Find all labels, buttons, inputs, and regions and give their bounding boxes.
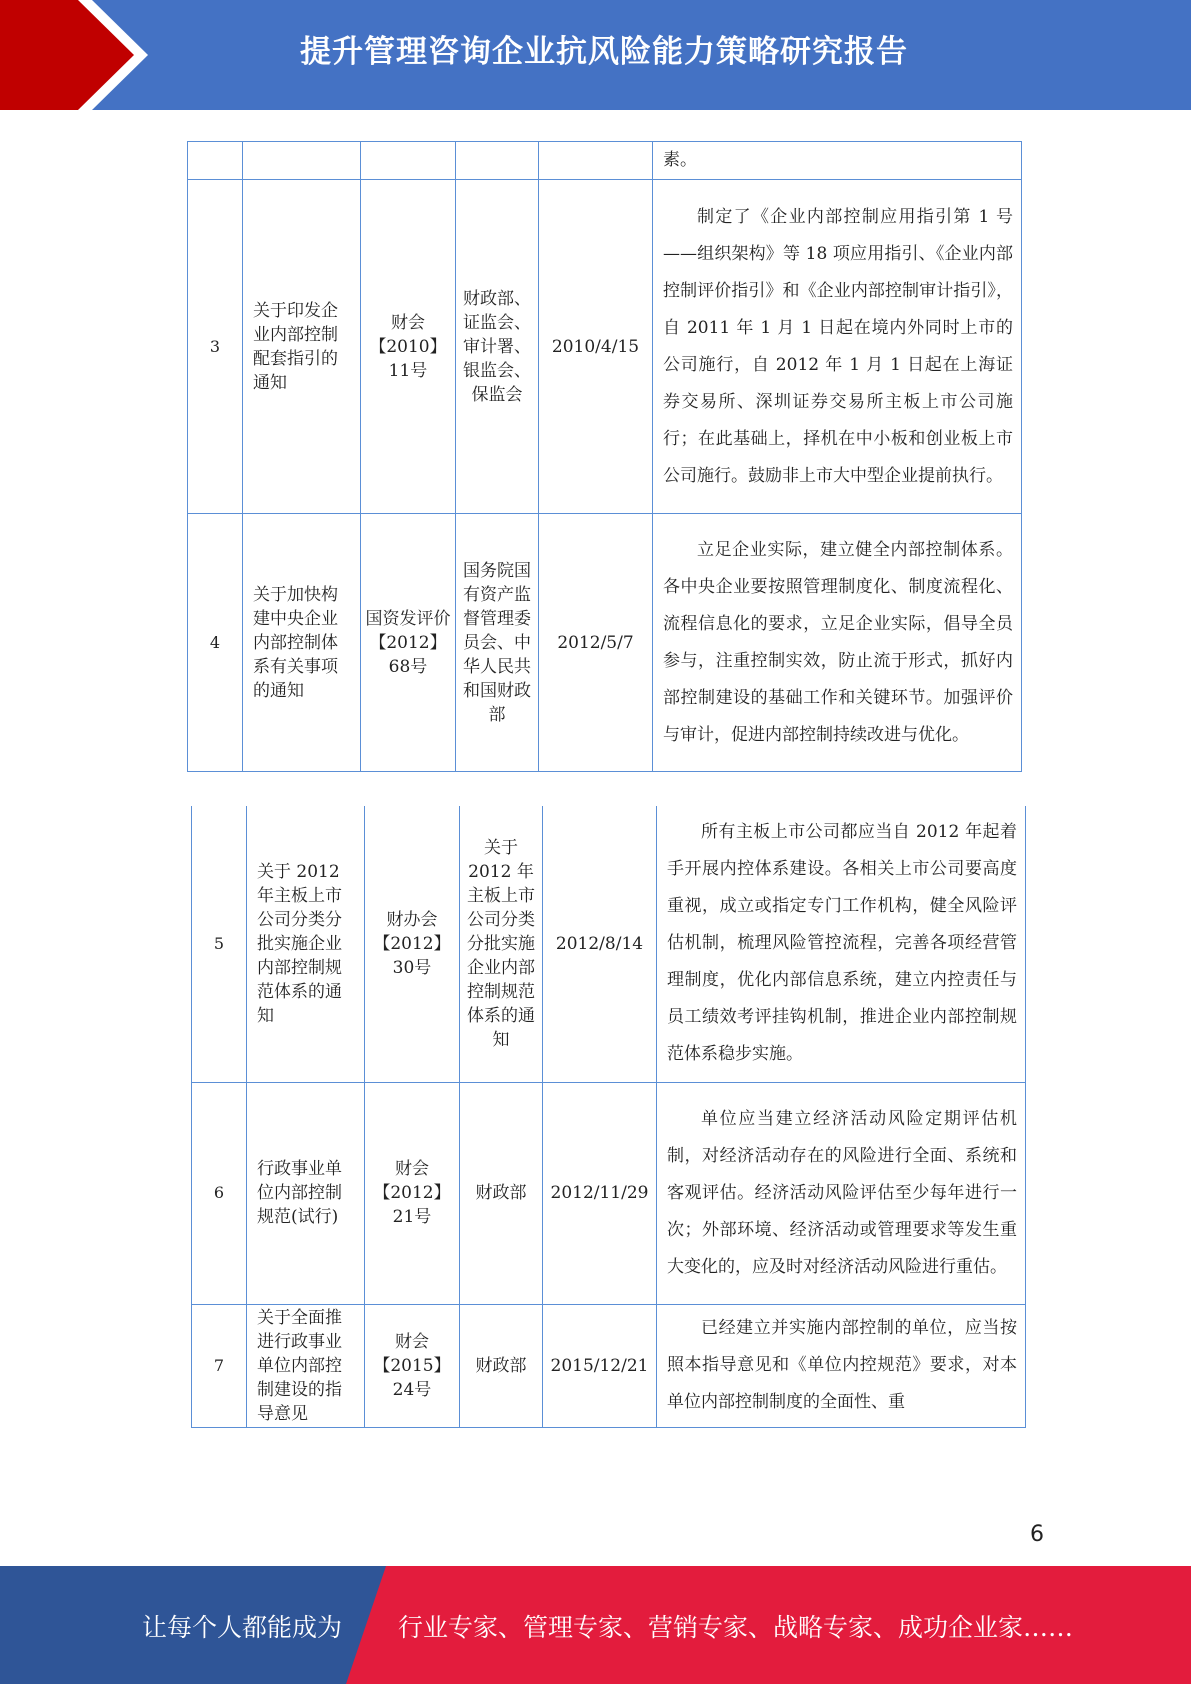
- description: 已经建立并实施内部控制的单位，应当按照本指导意见和《单位内控规范》要求，对本单位内部控制制度的全面性、重: [667, 1318, 1017, 1412]
- page-number: 6: [1030, 1522, 1044, 1547]
- issue-date: [539, 142, 653, 180]
- document-name: 关于 2012 年主板上市公司分类分批实施企业内部控制规范体系的通知: [247, 806, 365, 1082]
- description: 所有主板上市公司都应当自 2012 年起着手开展内控体系建设。各相关上市公司要高度重视，成立或指定专门工作机构，健全风险评估机制，梳理风险管控流程，完善各项经营管理制度，优化内部信息系统，建立内控责任与员工绩效考评挂钩机制，推进企业内部控制规范体系稳步实施。: [667, 822, 1017, 1065]
- document-name: 行政事业单位内部控制规范(试行): [247, 1082, 365, 1304]
- table-row: [188, 514, 1022, 772]
- document-number: 国资发评价【2012】68号: [361, 514, 456, 772]
- issue-date: 2012/5/7: [539, 514, 653, 772]
- table-row: [192, 1304, 1026, 1427]
- issuing-authority: 关于 2012 年主板上市公司分类分批实施企业内部控制规范体系的通知: [460, 806, 543, 1082]
- page-footer: [0, 1566, 1191, 1684]
- table-row: [188, 142, 1022, 180]
- description: 素。: [653, 142, 1022, 180]
- issuing-authority: 财政部: [460, 1304, 543, 1427]
- regulation-table-part2: [191, 806, 1026, 1428]
- document-name: [243, 142, 361, 180]
- description: 单位应当建立经济活动风险定期评估机制，对经济活动存在的风险进行全面、系统和客观评估。经济活动风险评估至少每年进行一次；外部环境、经济活动或管理要求等发生重大变化的，应及时对经济活动风险进行重估。: [667, 1108, 1017, 1277]
- issue-date: 2010/4/15: [539, 180, 653, 514]
- issuing-authority: [456, 142, 539, 180]
- row-number: 4: [188, 514, 243, 772]
- footer-slogan-right: 行业专家、管理专家、营销专家、战略专家、成功企业家……: [398, 1613, 1074, 1642]
- table-row: [188, 180, 1022, 514]
- description: 立足企业实际，建立健全内部控制体系。各中央企业要按照管理制度化、制度流程化、流程信息化的要求，立足企业实际，倡导全员参与，注重控制实效，防止流于形式，抓好内部控制建设的基础工作和关键环节。加强评价与审计，促进内部控制持续改进与优化。: [663, 539, 1013, 745]
- issuing-authority: 财政部、证监会、审计署、银监会、保监会: [456, 180, 539, 514]
- document-name: 关于全面推进行政事业单位内部控制建设的指导意见: [247, 1304, 365, 1427]
- issue-date: 2012/11/29: [543, 1082, 657, 1304]
- report-title: 提升管理咨询企业抗风险能力策略研究报告: [300, 34, 908, 70]
- table-row: [192, 806, 1026, 1082]
- issuing-authority: 财政部: [460, 1082, 543, 1304]
- document-number: 财会【2015】24号: [365, 1304, 460, 1427]
- document-number: 财会【2012】21号: [365, 1082, 460, 1304]
- page-header: [0, 0, 1191, 110]
- issue-date: 2012/8/14: [543, 806, 657, 1082]
- table-row: [192, 1082, 1026, 1304]
- row-number: 6: [192, 1082, 247, 1304]
- document-name: 关于加快构建中央企业内部控制体系有关事项的通知: [243, 514, 361, 772]
- issue-date: 2015/12/21: [543, 1304, 657, 1427]
- document-number: 财办会【2012】30号: [365, 806, 460, 1082]
- row-number: 7: [192, 1304, 247, 1427]
- footer-slogan-left: 让每个人都能成为: [142, 1613, 343, 1642]
- row-number: 3: [188, 180, 243, 514]
- row-number: [188, 142, 243, 180]
- document-number: [361, 142, 456, 180]
- document-name: 关于印发企业内部控制配套指引的通知: [243, 180, 361, 514]
- issuing-authority: 国务院国有资产监督管理委员会、中华人民共和国财政部: [456, 514, 539, 772]
- regulation-table-part1: [187, 141, 1022, 772]
- document-number: 财会【2010】11号: [361, 180, 456, 514]
- row-number: 5: [192, 806, 247, 1082]
- description: 制定了《企业内部控制应用指引第 1 号——组织架构》等 18 项应用指引、《企业内部控制评价指引》和《企业内部控制审计指引》，自 2011 年 1 月 1 日起在境内外同时上市的公司施行，自 2012 年 1 月 1 日起在上海证券交易所、深圳证券交易所主板上市公司施行；在此基础上，择机在中小板和创业板上市公司施行。鼓励非上市大中型企业提前执行。: [663, 206, 1013, 486]
